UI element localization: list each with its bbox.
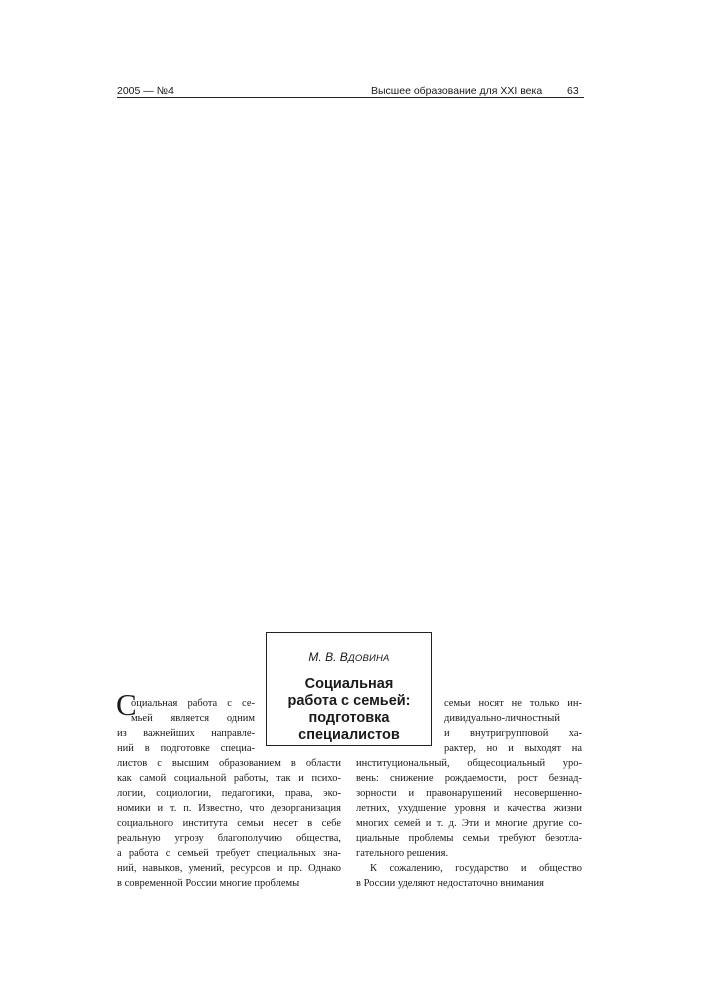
text-line: социального института семьи несет в себе xyxy=(117,818,341,829)
header-rule xyxy=(117,97,584,98)
text-line: оциальная работа с се- xyxy=(131,698,255,709)
text-line: циальные проблемы семьи требуют безотла- xyxy=(356,833,582,844)
text-line: зорности и правонарушений несовершенно- xyxy=(356,788,582,799)
text-line: и внутригрупповой ха- xyxy=(444,728,582,739)
text-line: в современной России многие проблемы xyxy=(117,878,300,889)
text-line: логии, социологии, педагогики, права, эко- xyxy=(117,788,341,799)
text-line: из важнейших направле- xyxy=(117,728,255,739)
text-line: гательного решения. xyxy=(356,848,449,859)
text-line: как самой социальной работы, так и психо- xyxy=(117,773,341,784)
text-line: листов с высшим образованием в области xyxy=(117,758,341,769)
text-line: вень: снижение рождаемости, рост безнад- xyxy=(356,773,582,784)
text-line: рактер, но и выходят на xyxy=(444,743,582,754)
title-line: подготовка xyxy=(308,710,390,726)
text-line: институциональный, общесоциальный уро- xyxy=(356,758,582,769)
issue-label: 2005 — №4 xyxy=(117,85,174,97)
author-name xyxy=(267,650,431,666)
title-line: работа с семьей: xyxy=(287,693,411,709)
text-line: К сожалению, государство и общество xyxy=(370,863,582,874)
text-line: в России уделяют недостаточно внимания xyxy=(356,878,544,889)
drop-cap: С xyxy=(116,687,137,722)
text-line: ний, навыков, умений, ресурсов и пр. Однако xyxy=(117,863,341,874)
text-line: мьей является одним xyxy=(131,713,255,724)
author-initials: М. В. xyxy=(308,650,337,664)
text-line: номики и т. п. Известно, что дезорганизация xyxy=(117,803,341,814)
article-title-box xyxy=(266,632,432,746)
journal-title: Высшее образование для XXI века xyxy=(371,85,543,97)
title-line: специалистов xyxy=(298,727,400,743)
text-line: многих семей и т. д. Эти и многие другие со- xyxy=(356,818,582,829)
text-line: реальную угрозу благополучию общества, xyxy=(117,833,341,844)
article-title xyxy=(267,676,431,744)
author-surname: ВДОВИНА xyxy=(339,650,390,664)
title-line: Социальная xyxy=(304,676,394,692)
text-line: а работа с семьей требует специальных зна- xyxy=(117,848,341,859)
page-number: 63 xyxy=(567,85,579,97)
text-line: ний в подготовке специа- xyxy=(117,743,255,754)
text-line: дивидуально-личностный xyxy=(444,713,560,724)
text-line: семьи носят не только ин- xyxy=(444,698,582,709)
text-line: летних, ухудшение уровня и качества жизни xyxy=(356,803,582,814)
